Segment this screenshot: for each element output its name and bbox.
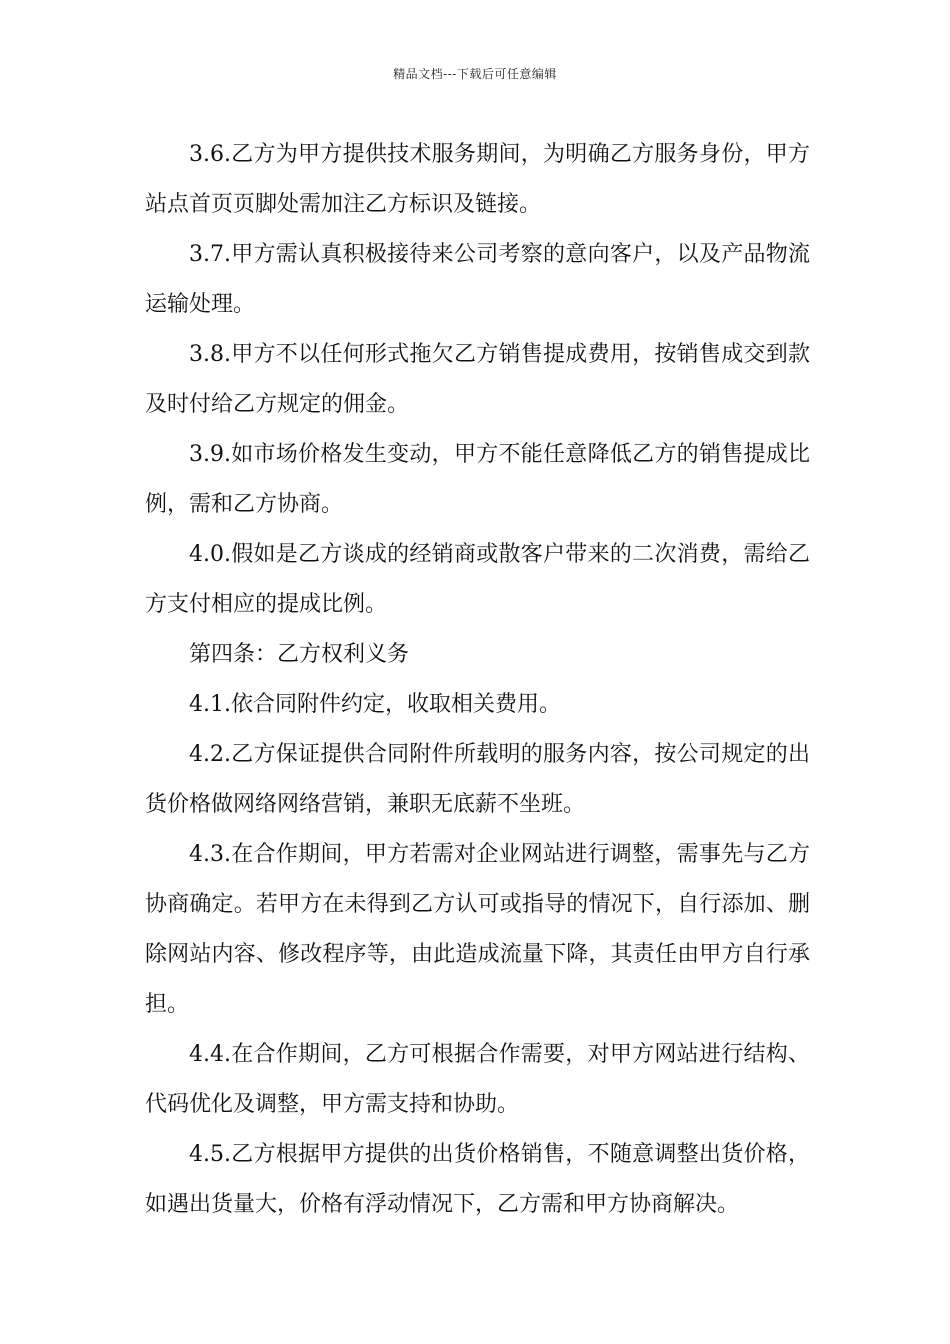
page-header: 精品文档---下载后可任意编辑 [393, 67, 557, 81]
clause-4-3: 4.3.在合作期间，甲方若需对企业网站进行调整，需事先与乙方协商确定。若甲方在未得到乙方认可或指导的情况下，自行添加、删除网站内容、修改程序等，由此造成流量下降，其责任由甲方自行承担。 [145, 842, 810, 1017]
clause-4-0: 4.0.假如是乙方谈成的经销商或散客户带来的二次消费，需给乙方支付相应的提成比例。 [145, 542, 810, 617]
clause-3-6: 3.6.乙方为甲方提供技术服务期间，为明确乙方服务身份，甲方站点首页页脚处需加注乙方标识及链接。 [145, 142, 810, 217]
clause-3-7: 3.7.甲方需认真积极接待来公司考察的意向客户，以及产品物流运输处理。 [145, 242, 810, 317]
clause-3-8: 3.8.甲方不以任何形式拖欠乙方销售提成费用，按销售成交到款及时付给乙方规定的佣金。 [145, 342, 810, 417]
clause-3-9: 3.9.如市场价格发生变动，甲方不能任意降低乙方的销售提成比例，需和乙方协商。 [145, 442, 810, 517]
clause-4-2: 4.2.乙方保证提供合同附件所载明的服务内容，按公司规定的出货价格做网络网络营销，兼职无底薪不坐班。 [145, 742, 810, 817]
section-heading-article-4: 第四条：乙方权利义务 [189, 642, 410, 667]
clause-4-1: 4.1.依合同附件约定，收取相关费用。 [189, 692, 561, 717]
clause-4-4: 4.4.在合作期间，乙方可根据合作需要，对甲方网站进行结构、代码优化及调整，甲方需支持和协助。 [145, 1042, 810, 1117]
clause-4-5: 4.5.乙方根据甲方提供的出货价格销售，不随意调整出货价格，如遇出货量大，价格有浮动情况下，乙方需和甲方协商解决。 [145, 1142, 810, 1217]
document-body [145, 130, 810, 1230]
